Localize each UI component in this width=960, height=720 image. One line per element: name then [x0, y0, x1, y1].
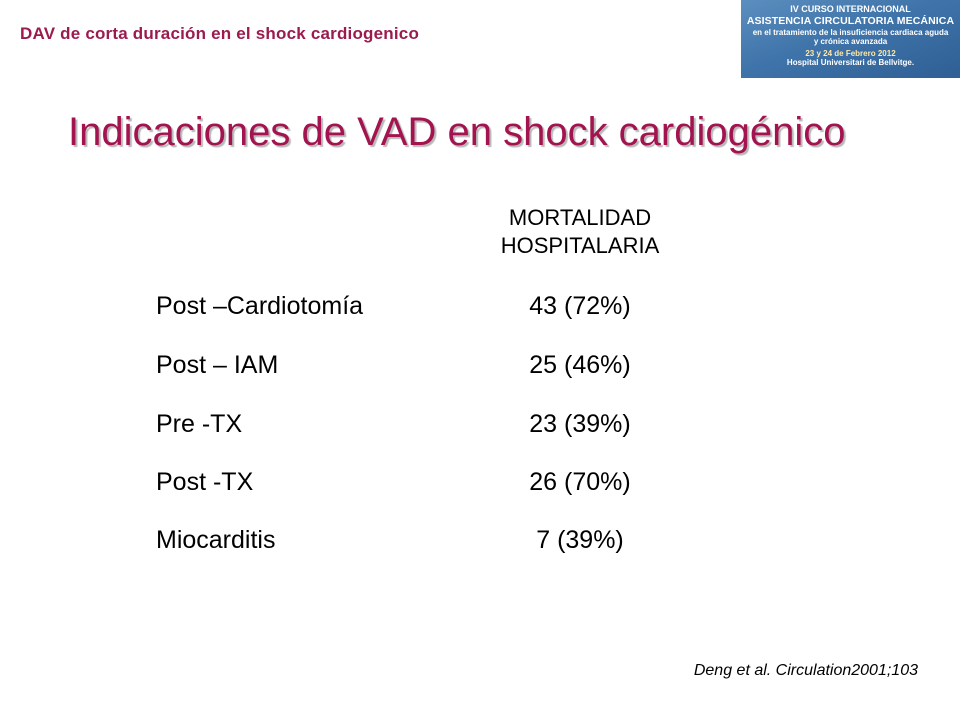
course-banner [741, 0, 960, 78]
header-topic: DAV de corta duración en el shock cardiogenico [20, 24, 420, 43]
row-value: 23 (39%) [529, 410, 631, 438]
banner-line-3: en el tratamiento de la insuficiencia cardiaca aguda [752, 28, 949, 37]
citation: Deng et al. Circulation2001;103 [693, 662, 918, 679]
row-label: Miocarditis [156, 526, 276, 554]
banner-date: 23 y 24 de Febrero 2012 [805, 49, 896, 58]
row-value: 26 (70%) [529, 468, 631, 496]
banner-line-1: IV CURSO INTERNACIONAL [790, 4, 911, 14]
column-header-line-1: MORTALIDAD [508, 205, 652, 230]
banner-venue: Hospital Universitari de Bellvitge. [786, 58, 915, 67]
banner-line-2: ASISTENCIA CIRCULATORIA MECÁNICA [746, 15, 955, 27]
row-label: Pre -TX [156, 410, 243, 438]
row-value: 7 (39%) [536, 526, 624, 554]
column-header-line-2: HOSPITALARIA [500, 233, 660, 258]
slide-title: Indicaciones de VAD en shock cardiogénico [68, 110, 846, 154]
column-header [440, 204, 720, 260]
row-value: 25 (46%) [529, 351, 631, 379]
row-label: Post -TX [156, 468, 254, 496]
row-label: Post –Cardiotomía [156, 292, 364, 320]
row-value: 43 (72%) [529, 292, 631, 320]
banner-line-4: y crónica avanzada [813, 37, 888, 46]
row-label: Post – IAM [156, 351, 279, 379]
